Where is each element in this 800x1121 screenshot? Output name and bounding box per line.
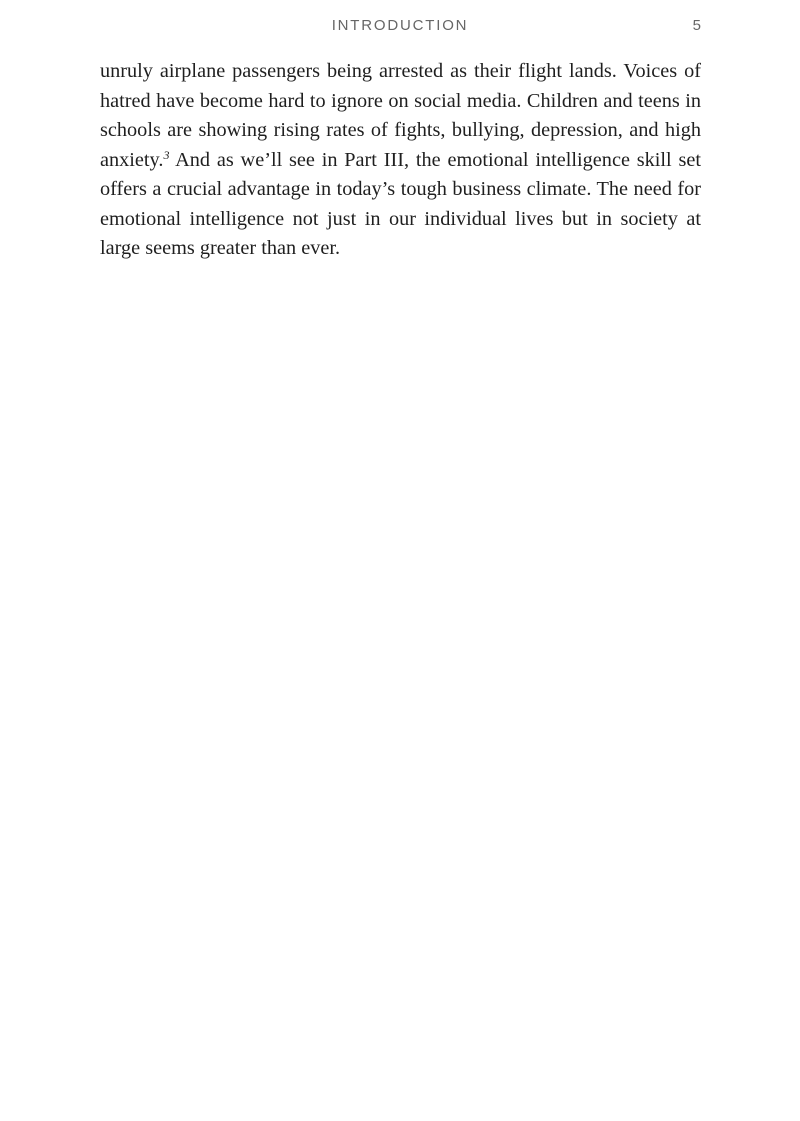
running-head <box>0 15 800 37</box>
page-number: 5 <box>692 17 701 34</box>
section-title: INTRODUCTION <box>331 17 469 34</box>
paragraph-text-start: unruly airplane passengers being arrested as their flight lands. Voices of hatred have become hard to ignore on social media. Children and teens in schools are showing rising rates of fights, bullying, depression, and high anxiety. <box>100 60 701 171</box>
paragraph-text-end: And as we’ll see in Part III, the emotional intelligence skill set offers a crucial advantage in today’s tough business climate. The need for emotional intelligence not just in our individual lives but in society at large seems greater than ever. <box>100 148 701 259</box>
body-paragraph <box>100 57 701 264</box>
footnote-reference[interactable]: 3 <box>163 147 170 162</box>
